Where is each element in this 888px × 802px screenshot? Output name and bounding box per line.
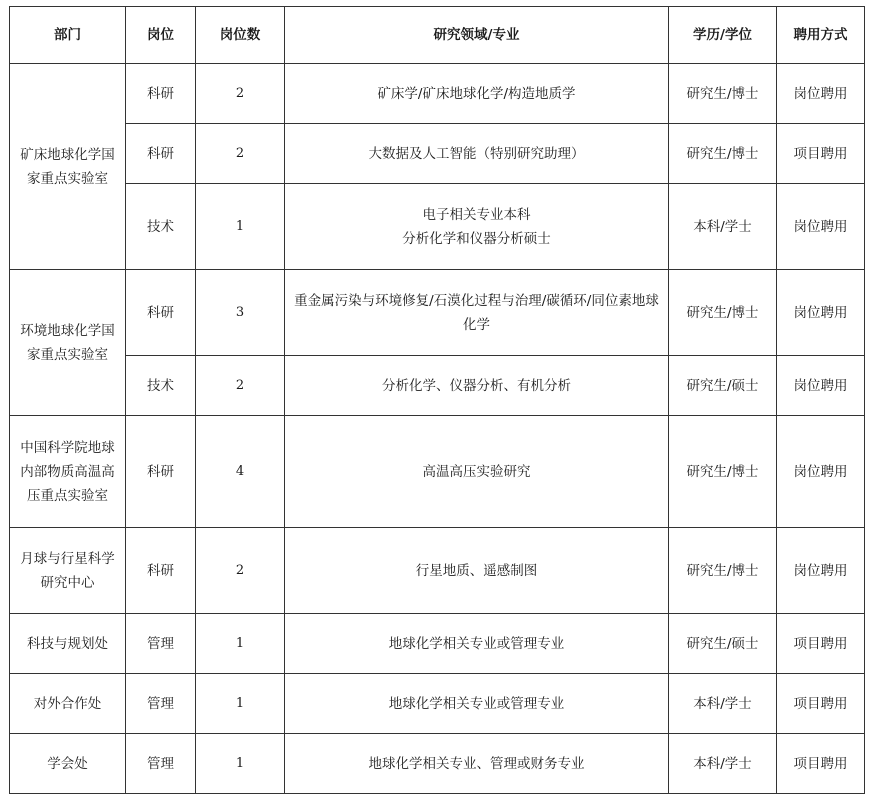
field-cell [285, 184, 669, 270]
field-line: 电子相关专业本科 [422, 206, 531, 223]
count-cell: 2 [196, 528, 285, 614]
hire-cell: 项目聘用 [777, 674, 865, 734]
dept-cell: 科技与规划处 [10, 614, 126, 674]
degree-cell: 研究生/博士 [669, 416, 777, 528]
degree-cell: 研究生/硕士 [669, 614, 777, 674]
degree-cell: 研究生/博士 [669, 270, 777, 356]
field-line: 地球化学相关专业或管理专业 [388, 635, 565, 652]
hire-cell: 项目聘用 [777, 614, 865, 674]
hire-cell: 项目聘用 [777, 124, 865, 184]
hire-cell: 岗位聘用 [777, 184, 865, 270]
count-cell: 3 [196, 270, 285, 356]
dept-cell: 月球与行星科学研究中心 [10, 528, 126, 614]
dept-cell: 学会处 [10, 734, 126, 794]
header-hire: 聘用方式 [777, 7, 865, 64]
table-row [10, 356, 865, 416]
dept-cell: 中国科学院地球内部物质高温高压重点实验室 [10, 416, 126, 528]
table-row [10, 184, 865, 270]
field-line: 地球化学相关专业、管理或财务专业 [368, 755, 585, 772]
hire-cell: 项目聘用 [777, 734, 865, 794]
count-cell: 4 [196, 416, 285, 528]
recruitment-table [9, 6, 865, 794]
count-cell: 1 [196, 734, 285, 794]
position-cell: 技术 [126, 356, 196, 416]
position-cell: 科研 [126, 528, 196, 614]
field-cell [285, 416, 669, 528]
count-cell: 2 [196, 64, 285, 124]
header-row [10, 7, 865, 64]
field-cell [285, 734, 669, 794]
field-line: 矿床学/矿床地球化学/构造地质学 [377, 85, 576, 102]
count-cell: 1 [196, 184, 285, 270]
hire-cell: 岗位聘用 [777, 270, 865, 356]
hire-cell: 岗位聘用 [777, 64, 865, 124]
degree-cell: 研究生/博士 [669, 124, 777, 184]
degree-cell: 本科/学士 [669, 674, 777, 734]
position-cell: 管理 [126, 734, 196, 794]
field-line: 重金属污染与环境修复/石漠化过程与治理/碳循环/同位素地球化学 [294, 292, 659, 333]
table-row [10, 674, 865, 734]
dept-cell: 对外合作处 [10, 674, 126, 734]
recruitment-table-wrapper [9, 6, 865, 794]
table-row [10, 64, 865, 124]
field-line: 行星地质、遥感制图 [415, 562, 538, 579]
header-dept: 部门 [10, 7, 126, 64]
dept-cell: 矿床地球化学国家重点实验室 [10, 64, 126, 270]
header-degree: 学历/学位 [669, 7, 777, 64]
field-cell [285, 124, 669, 184]
position-cell: 管理 [126, 614, 196, 674]
table-row [10, 734, 865, 794]
field-cell [285, 270, 669, 356]
table-row [10, 614, 865, 674]
field-cell [285, 674, 669, 734]
position-cell: 管理 [126, 674, 196, 734]
degree-cell: 本科/学士 [669, 184, 777, 270]
header-count: 岗位数 [196, 7, 285, 64]
table-row [10, 124, 865, 184]
field-line: 高温高压实验研究 [422, 463, 531, 480]
dept-cell: 环境地球化学国家重点实验室 [10, 270, 126, 416]
table-row [10, 416, 865, 528]
field-cell [285, 64, 669, 124]
position-cell: 科研 [126, 270, 196, 356]
position-cell: 科研 [126, 64, 196, 124]
hire-cell: 岗位聘用 [777, 416, 865, 528]
field-cell [285, 528, 669, 614]
degree-cell: 研究生/博士 [669, 528, 777, 614]
field-line: 地球化学相关专业或管理专业 [388, 695, 565, 712]
position-cell: 科研 [126, 124, 196, 184]
degree-cell: 研究生/硕士 [669, 356, 777, 416]
field-line: 分析化学和仪器分析硕士 [402, 230, 551, 247]
table-row [10, 528, 865, 614]
degree-cell: 研究生/博士 [669, 64, 777, 124]
field-line: 大数据及人工智能（特别研究助理） [368, 145, 585, 162]
table-row [10, 270, 865, 356]
degree-cell: 本科/学士 [669, 734, 777, 794]
position-cell: 技术 [126, 184, 196, 270]
count-cell: 1 [196, 674, 285, 734]
header-position: 岗位 [126, 7, 196, 64]
count-cell: 1 [196, 614, 285, 674]
field-cell [285, 614, 669, 674]
count-cell: 2 [196, 124, 285, 184]
hire-cell: 岗位聘用 [777, 528, 865, 614]
hire-cell: 岗位聘用 [777, 356, 865, 416]
field-line: 分析化学、仪器分析、有机分析 [382, 377, 571, 394]
count-cell: 2 [196, 356, 285, 416]
position-cell: 科研 [126, 416, 196, 528]
header-field: 研究领域/专业 [285, 7, 669, 64]
field-cell [285, 356, 669, 416]
